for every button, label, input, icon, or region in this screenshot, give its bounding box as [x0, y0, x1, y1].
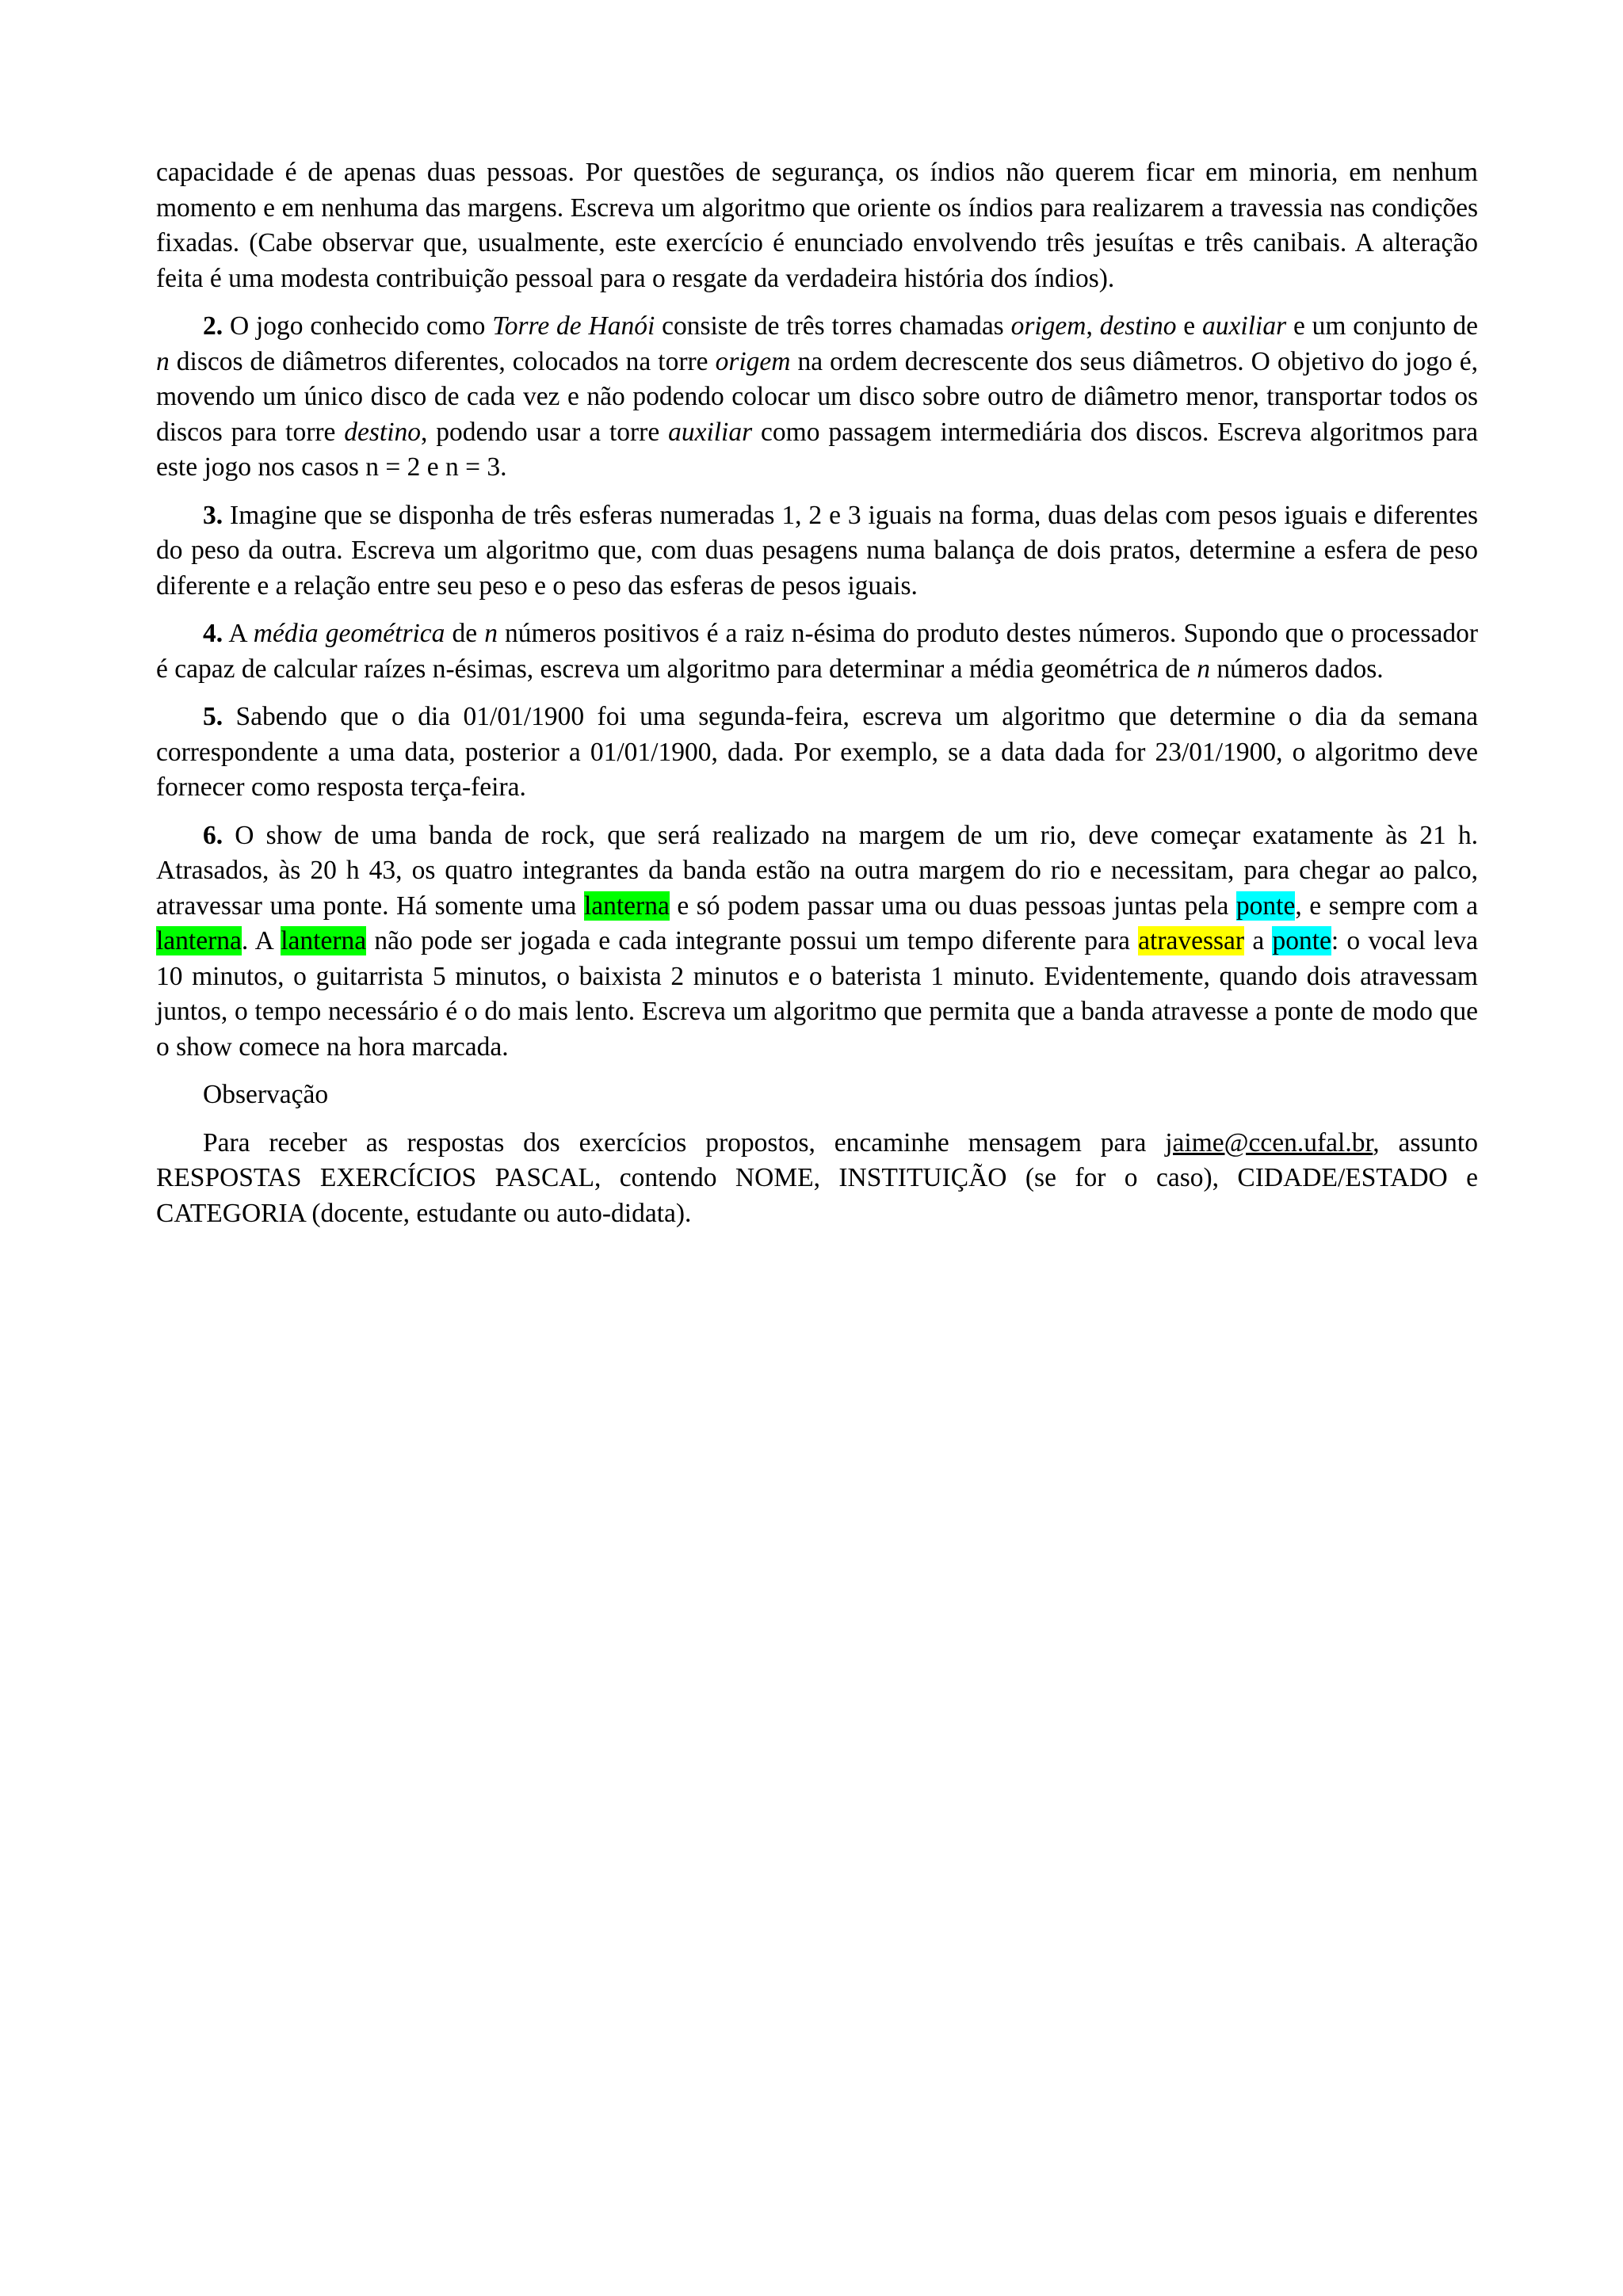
text-run: O jogo conhecido como: [223, 311, 493, 341]
text-run: A: [223, 619, 254, 648]
paragraph-1-continuation: capacidade é de apenas duas pessoas. Por questões de segurança, os índios não querem ficar em minoria, em nenhum momento e em nenhuma das margens. Escreva um algoritmo que oriente os índios para realizarem a travessia nas condições fixadas. (Cabe observar que, usualmente, este exercício é enunciado envolvendo três jesuítas e três canibais. A alteração feita é uma modesta contribuição pessoal para o resgate da verdadeira história dos índios).: [156, 158, 1478, 293]
contact-paragraph: [156, 1126, 1478, 1232]
text-run: ,: [1086, 311, 1100, 341]
text-run: de: [445, 619, 485, 648]
exercise-number: 3.: [203, 500, 223, 530]
exercise-number: 4.: [203, 619, 223, 648]
email-link[interactable]: jaime@ccen.ufal.br: [1165, 1127, 1373, 1158]
italic-term: origem: [715, 346, 791, 376]
text-run: discos de diâmetros diferentes, colocados na torre: [169, 346, 716, 376]
highlight-green: lanterna: [281, 926, 367, 955]
highlight-cyan: ponte: [1235, 891, 1296, 921]
exercise-3: [156, 498, 1478, 605]
text-run: como passagem intermediária dos discos. Escreva algoritmos para este jogo nos casos n = 2 e n = 3.: [156, 417, 1478, 482]
highlight-cyan: ponte: [1272, 926, 1331, 955]
italic-term: n: [484, 619, 498, 648]
exercise-number: 2.: [203, 311, 223, 341]
highlight-yellow: atravessar: [1138, 926, 1245, 955]
italic-term: destino: [344, 417, 422, 447]
exercise-5: [156, 700, 1478, 806]
text-run: , podendo usar a torre: [421, 417, 669, 447]
exercise-4: [156, 616, 1478, 687]
text-run: Para receber as respostas dos exercícios propostos, encaminhe mensagem para: [203, 1127, 1166, 1158]
italic-term: n: [156, 346, 170, 376]
italic-term: n: [1197, 654, 1211, 684]
italic-term: média geométrica: [253, 619, 445, 648]
highlight-green: lanterna: [156, 926, 242, 955]
italic-term: origem: [1010, 311, 1086, 341]
text-run: e: [1176, 311, 1203, 341]
text-run: consiste de três torres chamadas: [655, 311, 1011, 341]
italic-term: destino: [1099, 311, 1177, 341]
exercise-number: 5.: [203, 702, 223, 731]
text-run: e um conjunto de: [1286, 311, 1479, 341]
text-run: Sabendo que o dia 01/01/1900 foi uma segunda-feira, escreva um algoritmo que determine o dia da semana correspondente a uma data, posterior a 01/01/1900, dada. Por exemplo, se a data dada for 23/01/1900, o algoritmo deve fornecer como resposta terça-feira.: [156, 702, 1478, 802]
italic-term: Torre de Hanói: [492, 311, 655, 341]
exercise-6: [156, 818, 1478, 1066]
text-run: e só podem passar uma ou duas pessoas juntas pela: [669, 891, 1236, 921]
exercise-number: 6.: [203, 820, 223, 850]
text-run: . A: [241, 926, 281, 955]
italic-term: auxiliar: [668, 417, 753, 447]
text-run: a: [1244, 926, 1273, 955]
text-run: números positivos é a raiz n-ésima do produto destes números. Supondo que o processador é capaz de calcular raízes n-ésimas, escreva um algoritmo para determinar a média geométrica de: [156, 619, 1478, 684]
document-page: [156, 155, 1478, 1244]
text-run: , assunto RESPOSTAS EXERCÍCIOS PASCAL, contendo NOME, INSTITUIÇÃO (se for o caso), CIDADE/ESTADO e CATEGORIA (docente, estudante ou auto-didata).: [156, 1127, 1478, 1228]
text-run: números dados.: [1210, 654, 1384, 684]
text-run: não pode ser jogada e cada integrante possui um tempo diferente para: [366, 926, 1139, 955]
italic-term: auxiliar: [1202, 311, 1287, 341]
text-run: : o vocal leva 10 minutos, o guitarrista 5 minutos, o baixista 2 minutos e o baterista 1 minuto. Evidentemente, quando dois atravessam juntos, o tempo necessário é o do mais lento. Escreva um algoritmo que permita que a banda atravesse a ponte de modo que o show comece na hora marcada.: [156, 926, 1478, 1062]
text-run: , e sempre com a: [1295, 891, 1478, 921]
highlight-green: lanterna: [583, 891, 670, 921]
observation-heading: Observação: [203, 1080, 329, 1109]
text-run: O show de uma banda de rock, que será realizado na margem de um rio, deve começar exatamente às 21 h. Atrasados, às 20 h 43, os quatro integrantes da banda estão na outra margem do rio e necessitam, para chegar ao palco, atravessar uma ponte. Há somente uma: [156, 820, 1478, 921]
text-run: Imagine que se disponha de três esferas numeradas 1, 2 e 3 iguais na forma, duas delas com pesos iguais e diferentes do peso da outra. Escreva um algoritmo que, com duas pesagens numa balança de dois pratos, determine a esfera de peso diferente e a relação entre seu peso e o peso das esferas de pesos iguais.: [156, 500, 1478, 601]
exercise-2: [156, 309, 1478, 486]
text-run: na ordem decrescente dos seus diâmetros. O objetivo do jogo é, movendo um único disco de cada vez e não podendo colocar um disco sobre outro de diâmetro menor, transportar todos os discos para torre: [156, 346, 1478, 447]
